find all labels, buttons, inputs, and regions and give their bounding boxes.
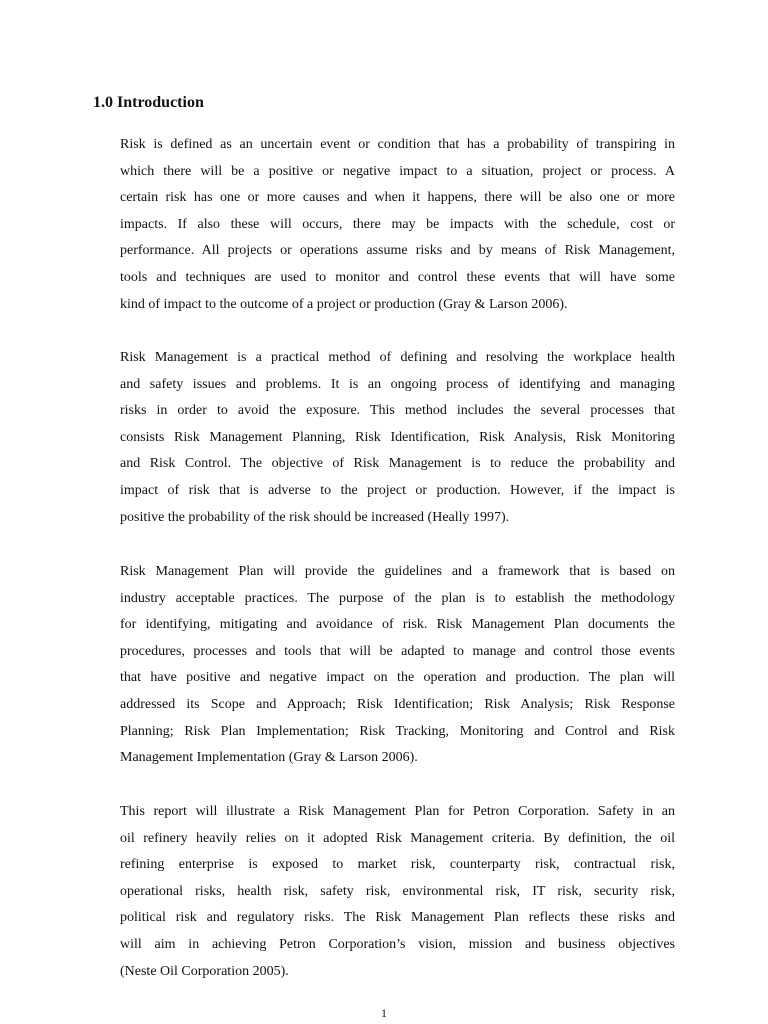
paragraph-report-scope (120, 799, 675, 985)
text-line: operational risks, health risk, safety risk, environmental risk, IT risk, security risk, (120, 883, 675, 899)
text-line: certain risk has one or more causes and when it happens, there will be also one or more (120, 190, 675, 206)
text-line: This report will illustrate a Risk Management Plan for Petron Corporation. Safety in an (120, 804, 675, 819)
text-line: which there will be a positive or negative impact to a situation, project or process. A (120, 163, 675, 179)
text-line: will aim in achieving Petron Corporation’s vision, mission and business objectives (120, 936, 675, 952)
text-line: procedures, processes and tools that will be adapted to manage and control those events (120, 643, 675, 659)
paragraph-risk-management (120, 345, 675, 531)
text-line: Planning; Risk Plan Implementation; Risk Tracking, Monitoring and Control and Risk (120, 723, 675, 739)
text-line: Risk Management is a practical method of defining and resolving the workplace health (120, 350, 675, 365)
text-line: industry acceptable practices. The purpose of the plan is to establish the methodology (120, 590, 675, 606)
text-line: risks in order to avoid the exposure. This method includes the several processes that (120, 403, 675, 419)
text-line: refining enterprise is exposed to market risk, counterparty risk, contractual risk, (120, 857, 675, 873)
text-line: and Risk Control. The objective of Risk Management is to reduce the probability and (120, 456, 675, 472)
text-line: consists Risk Management Planning, Risk Identification, Risk Analysis, Risk Monitoring (120, 429, 675, 445)
text-line: impact of risk that is adverse to the project or production. However, if the impact is (120, 482, 675, 498)
text-line: (Neste Oil Corporation 2005). (120, 963, 289, 979)
text-line: positive the probability of the risk should be increased (Heally 1997). (120, 509, 510, 525)
text-line: that have positive and negative impact on the operation and production. The plan will (120, 670, 675, 686)
text-line: performance. All projects or operations assume risks and by means of Risk Management, (120, 243, 675, 259)
text-line: Management Implementation (Gray & Larson 2006). (120, 750, 418, 766)
text-line: political risk and regulatory risks. The Risk Management Plan reflects these risks and (120, 910, 675, 926)
text-line: addressed its Scope and Approach; Risk Identification; Risk Analysis; Risk Response (120, 696, 675, 712)
text-line: Risk is defined as an uncertain event or condition that has a probability of transpiring in (120, 137, 675, 152)
text-line: for identifying, mitigating and avoidance of risk. Risk Management Plan documents the (120, 617, 675, 633)
text-line: kind of impact to the outcome of a project or production (Gray & Larson 2006). (120, 296, 568, 312)
text-line: Risk Management Plan will provide the guidelines and a framework that is based on (120, 564, 675, 579)
text-line: impacts. If also these will occurs, there may be impacts with the schedule, cost or (120, 216, 675, 232)
paragraph-risk-definition (120, 132, 675, 318)
text-line: and safety issues and problems. It is an ongoing process of identifying and managing (120, 376, 675, 392)
page-number: 1 (381, 1006, 387, 1020)
text-line: oil refinery heavily relies on it adopted Risk Management criteria. By definition, the oil (120, 830, 675, 846)
paragraph-risk-management-plan (120, 559, 675, 772)
section-heading: 1.0 Introduction (93, 94, 204, 111)
text-line: tools and techniques are used to monitor and control these events that will have some (120, 269, 675, 285)
